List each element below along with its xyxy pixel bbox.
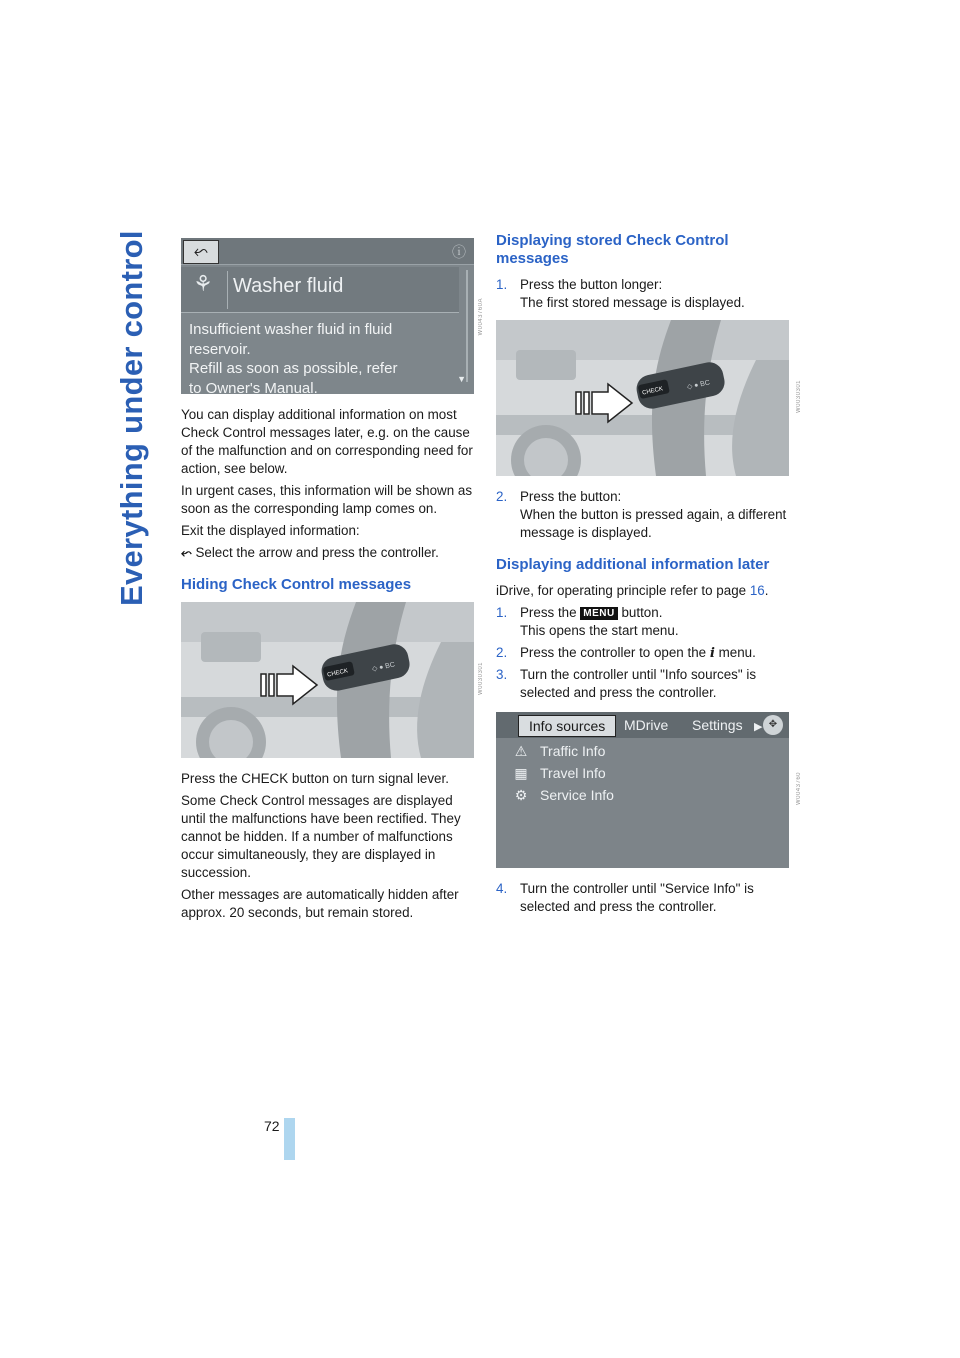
section-heading: Displaying stored Check Control messages (496, 232, 729, 267)
figure-code: W0030301 (478, 662, 484, 696)
display-heading: Washer fluid (233, 275, 344, 297)
paragraph: Other messages are automatically hidden after approx. 20 seconds, but remain stored. (181, 887, 459, 920)
back-arrow-icon: ⬿ (183, 240, 219, 264)
svg-text:◇ ● BC: ◇ ● BC (371, 661, 396, 674)
svg-text:◇ ● BC: ◇ ● BC (686, 379, 711, 392)
info-icon: ⓘ (452, 244, 466, 260)
back-arrow-icon: ⬿ (181, 545, 192, 560)
check-label: CHECK (641, 386, 664, 397)
step: 3. Turn the controller until "Info sources" is selected and press the controller. (496, 667, 757, 700)
section-heading: Displaying additional information later (496, 556, 770, 573)
paragraph: Exit the displayed information: (181, 523, 360, 538)
step: 2. Press the controller to open the i menu. (496, 645, 756, 661)
info-sources-menu-display (496, 712, 802, 868)
menu-button-icon: MENU (580, 607, 617, 620)
washer-fluid-icon: ⚘ (193, 271, 213, 296)
controller-icon: ✥ (763, 715, 783, 735)
menu-item-travel-info: Travel Info (540, 765, 606, 781)
scroll-down-icon: ▼ (457, 374, 466, 384)
service-car-icon: ⚙ (514, 787, 528, 803)
check-label: CHECK (326, 668, 349, 679)
figure-code: W0030301 (796, 380, 802, 414)
step: 1. Press the button longer: The first stored message is displayed. (496, 277, 745, 310)
page-marker-bar (284, 1118, 295, 1160)
paragraph: ⬿ Select the arrow and press the controller. (181, 545, 439, 560)
travel-building-icon: ▦ (514, 765, 528, 781)
scroll-bar (466, 270, 468, 382)
traffic-warning-icon: ⚠ (514, 743, 528, 759)
page-link[interactable]: 16 (749, 583, 765, 598)
paragraph: Press the CHECK button on turn signal lever. (181, 771, 449, 786)
left-column (181, 238, 484, 926)
menu-item-traffic-info: Traffic Info (540, 743, 606, 759)
section-heading: Hiding Check Control messages (181, 576, 412, 593)
figure-code: W0043760A (478, 298, 484, 336)
tab-info-sources: Info sources (518, 715, 616, 737)
step: 2. Press the button: When the button is pressed again, a different message is displayed. (496, 489, 787, 540)
paragraph: In urgent cases, this information will be shown as soon as the corresponding lamp comes on. (181, 483, 473, 516)
tab-mdrive: MDrive (624, 717, 669, 733)
right-column (496, 232, 802, 920)
step: 4. Turn the controller until "Service Info" is selected and press the controller. (496, 881, 754, 914)
washer-fluid-display (181, 238, 484, 394)
turn-signal-lever-illustration (496, 320, 802, 476)
page-number: 72 (264, 1118, 280, 1134)
info-icon: i (709, 645, 715, 661)
tab-right-arrow-icon: ▶ (754, 721, 763, 733)
paragraph: You can display additional information on most Check Control messages later, e.g. on the cause of the malfunction and on corresponding need for action, see below. (181, 407, 473, 476)
menu-item-service-info: Service Info (540, 787, 614, 803)
paragraph: Some Check Control messages are displayed until the malfunctions have been rectified. They cannot be hidden. If a number of malfunctions occur simultaneously, they are displayed in succession. (181, 793, 461, 880)
side-section-title: Everything under control (114, 230, 149, 606)
step: 1. Press the MENU button. This opens the start menu. (496, 605, 679, 638)
turn-signal-lever-illustration (181, 602, 484, 758)
display-message: Insufficient washer fluid in fluid reservoir. Refill as soon as possible, refer to Owner's Manual. (189, 321, 398, 394)
tab-settings: Settings (692, 717, 743, 733)
paragraph: iDrive, for operating principle refer to page 16. (496, 583, 769, 598)
figure-code: W0043760 (796, 772, 802, 806)
